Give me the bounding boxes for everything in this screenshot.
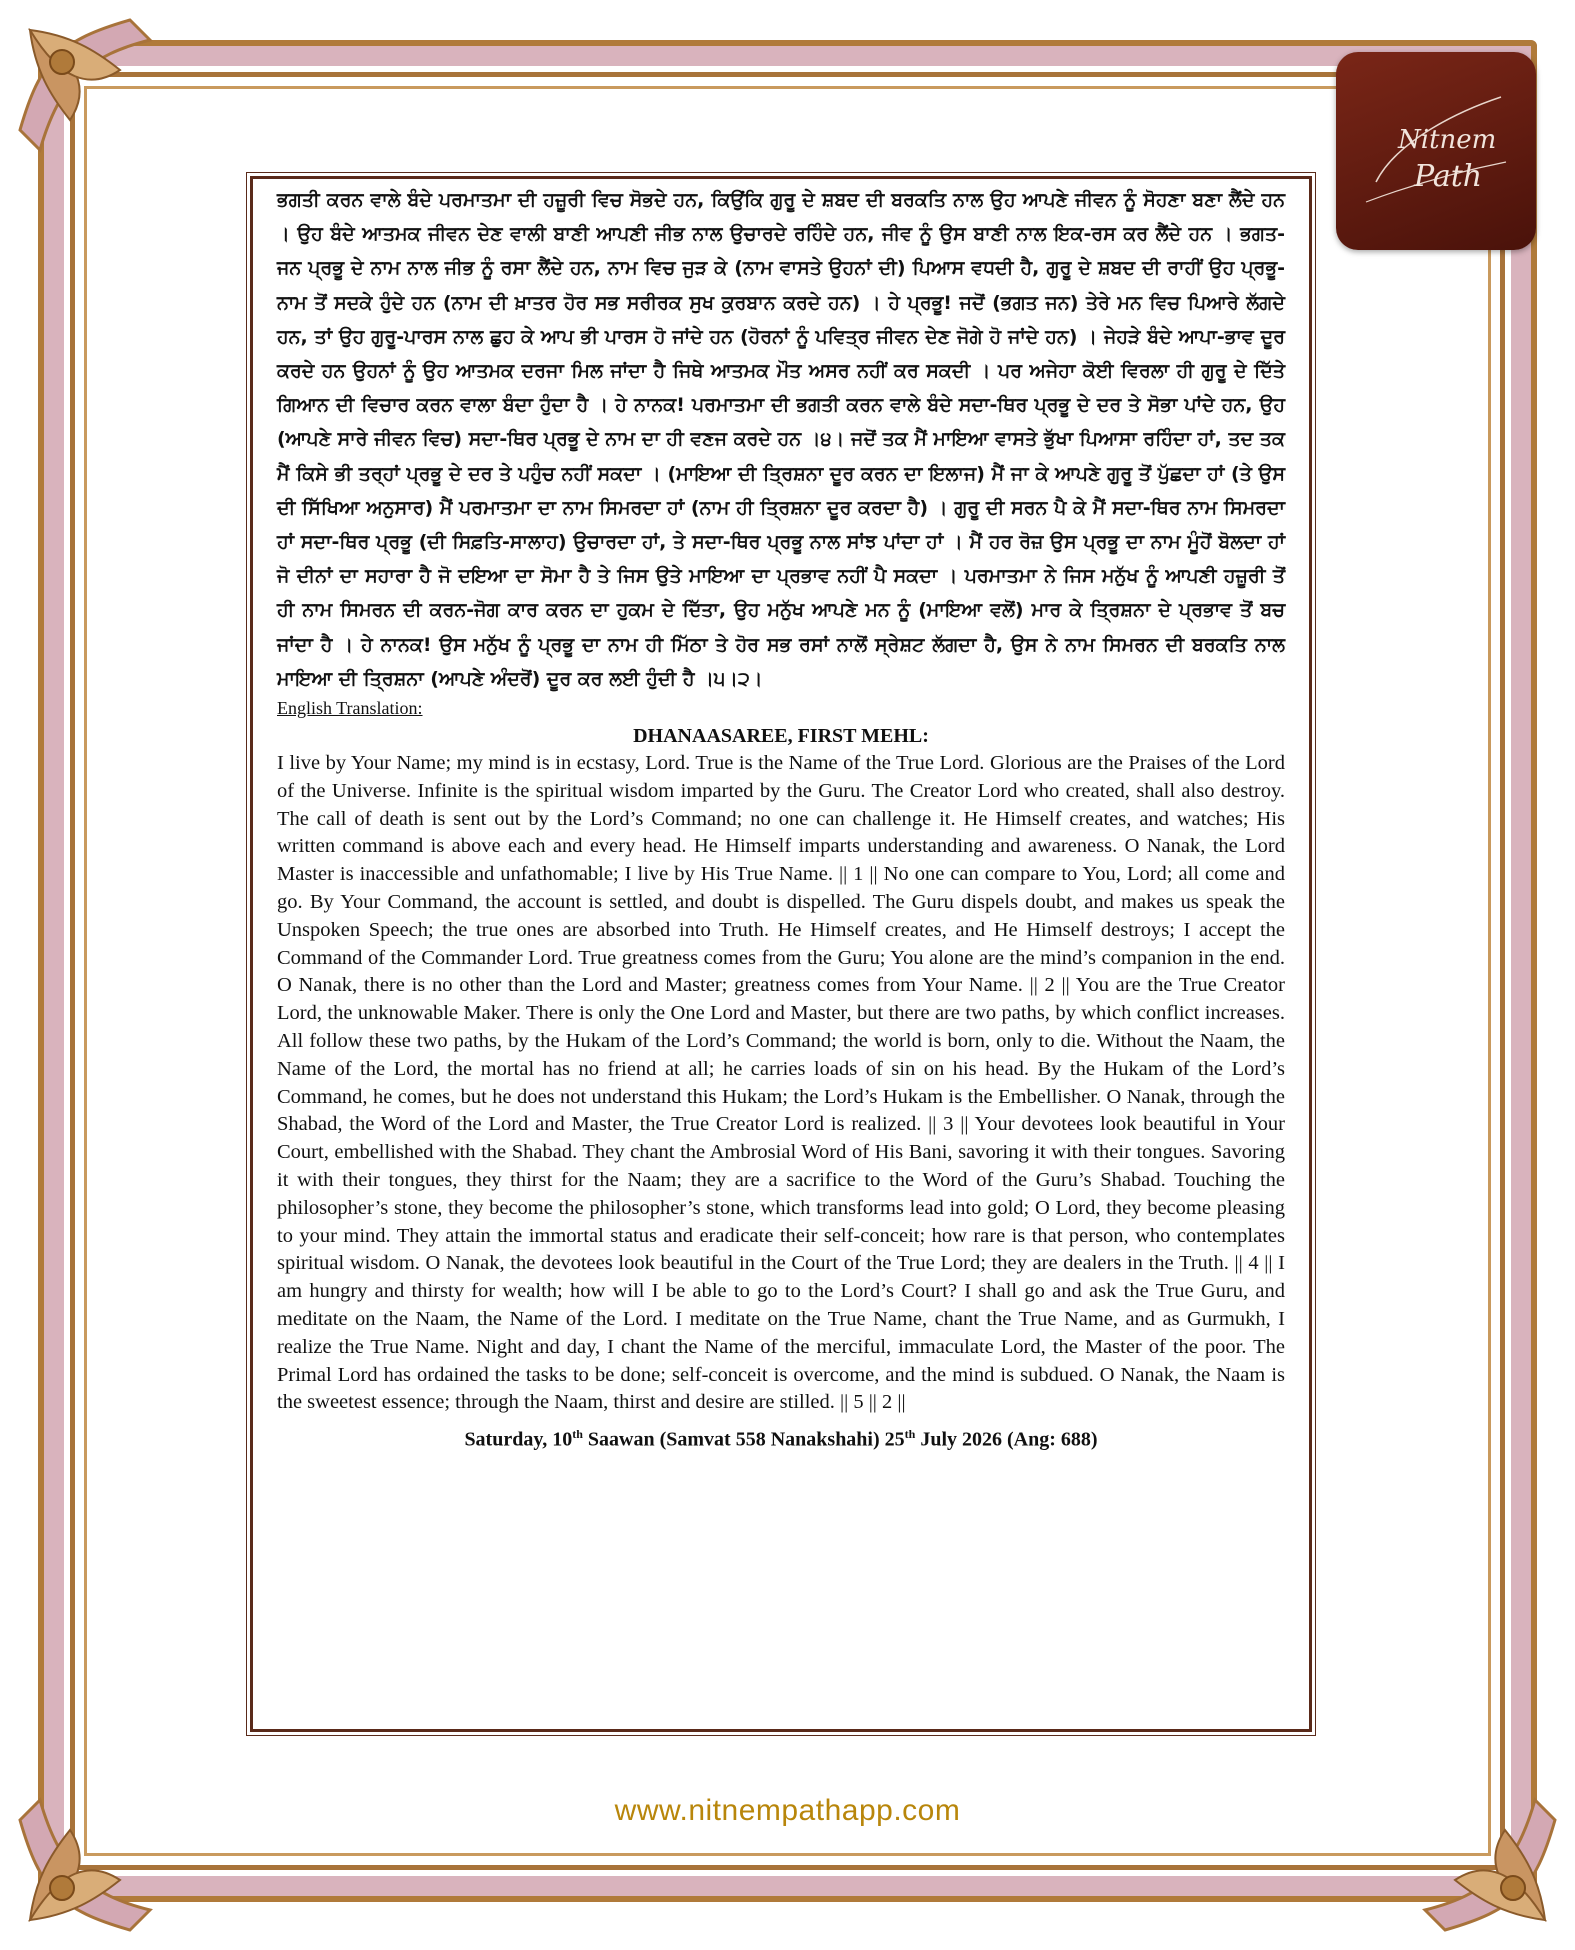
date-month-samvat: Saawan (Samvat 558 Nanakshahi) 25 xyxy=(582,1428,905,1451)
english-translation: I live by Your Name; my mind is in ecstasy, Lord. True is the Name of the True Lord. Glorious are the Praises of the Lord of the Universe. Infinite is the spiritual wisdom imparted by the Guru. The Creator Lord who created, shall also destroy. The call of death is sent out by the Lord’s Command; no one can challenge it. He Himself creates, and watches; His written command is above each and every head. He Himself imparts understanding and awareness. O Nanak, the Lord Master is inaccessible and unfathomable; I live by His True Name. || 1 || No one can compare to You, Lord; all come and go. By Your Command, the account is settled, and doubt is dispelled. The Guru dispels doubt, and makes us speak the Unspoken Speech; the true ones are absorbed into Truth. He Himself creates, and He Himself destroys; I accept the Command of the Commander Lord. True greatness comes from the Guru; You alone are the mind’s companion in the end. O Nanak, there is no other than the Lord and Master; greatness comes from Your Name. || 2 || You are the True Creator Lord, the unknowable Maker. There is only the One Lord and Master, but there are two paths, by which conflict increases. All follow these two paths, by the Hukam of the Lord’s Command; the world is born, only to die. Without the Naam, the Name of the Lord, the mortal has no friend at all; he carries loads of sin on his head. By the Hukam of the Lord’s Command, he comes, but he does not understand this Hukam; the Lord’s Hukam is the Embellisher. O Nanak, through the Shabad, the Word of the Lord and Master, the True Creator Lord is realized. || 3 || Your devotees look beautiful in Your Court, embellished with the Shabad. They chant the Ambrosial Word of His Bani, savoring it with their tongues. Savoring it with their tongues, they thirst for the Naam; they are a sacrifice to the Word of the Guru’s Shabad. Touching the philosopher’s stone, they become the philosopher’s stone, which transforms lead into gold; O Lord, they become pleasing to your mind. They attain the immortal status and eradicate their self-conceit; how rare is that person, who contemplates spiritual wisdom. O Nanak, the devotees look beautiful in the Court of the True Lord; they are dealers in the Truth. || 4 || I am hungry and thirsty for wealth; how will I be able to go to the Lord’s Court? I shall go and ask the True Guru, and meditate on the Naam, the Name of the Lord. I meditate on the True Name, chant the True Name, and as Gurmukh, I realize the True Name. Night and day, I chant the Name of the merciful, immaculate Lord, the Master of the poor. The Primal Lord has ordained the tasks to be done; self-conceit is overcome, and the mind is subdued. O Nanak, the Naam is the sweetest essence; through the Naam, thirst and desire are stilled. || 5 || 2 || xyxy=(277,752,1285,1414)
date-suffix-2: th xyxy=(904,1427,916,1442)
shabad-heading: DHANAASAREE, FIRST MEHL: xyxy=(633,725,929,748)
corner-ribbon-icon xyxy=(0,1730,220,1950)
corner-ribbon-icon xyxy=(1355,1730,1575,1950)
date-line xyxy=(277,1427,1285,1452)
svg-text:Path: Path xyxy=(1414,159,1483,194)
svg-text:Nitnem: Nitnem xyxy=(1398,125,1497,155)
punjabi-explanation: ਭਗਤੀ ਕਰਨ ਵਾਲੇ ਬੰਦੇ ਪਰਮਾਤਮਾ ਦੀ ਹਜ਼ੂਰੀ ਵਿਚ ਸੋਭਦੇ ਹਨ, ਕਿਉਂਕਿ ਗੁਰੂ ਦੇ ਸ਼ਬਦ ਦੀ ਬਰਕਤਿ ਨਾਲ ਉਹ ਆਪਣੇ ਜੀਵਨ ਨੂੰ ਸੋਹਣਾ ਬਣਾ ਲੈਂਦੇ ਹਨ । ਉਹ ਬੰਦੇ ਆਤਮਕ ਜੀਵਨ ਦੇਣ ਵਾਲੀ ਬਾਣੀ ਆਪਣੀ ਜੀਭ ਨਾਲ ਉਚਾਰਦੇ ਰਹਿੰਦੇ ਹਨ, ਜੀਵ ਨੂੰ ਉਸ ਬਾਣੀ ਨਾਲ ਇਕ-ਰਸ ਕਰ ਲੈਂਦੇ ਹਨ । ਭਗਤ-ਜਨ ਪ੍ਰਭੂ ਦੇ ਨਾਮ ਨਾਲ ਜੀਭ ਨੂੰ ਰਸਾ ਲੈਂਦੇ ਹਨ, ਨਾਮ ਵਿਚ ਜੁੜ ਕੇ (ਨਾਮ ਵਾਸਤੇ ਉਹਨਾਂ ਦੀ) ਪਿਆਸ ਵਧਦੀ ਹੈ, ਗੁਰੂ ਦੇ ਸ਼ਬਦ ਦੀ ਰਾਹੀਂ ਉਹ ਪ੍ਰਭੂ-ਨਾਮ ਤੋਂ ਸਦਕੇ ਹੁੰਦੇ ਹਨ (ਨਾਮ ਦੀ ਖ਼ਾਤਰ ਹੋਰ ਸਭ ਸਰੀਰਕ ਸੁਖ ਕੁਰਬਾਨ ਕਰਦੇ ਹਨ) । ਹੇ ਪ੍ਰਭੂ! ਜਦੋਂ (ਭਗਤ ਜਨ) ਤੇਰੇ ਮਨ ਵਿਚ ਪਿਆਰੇ ਲੱਗਦੇ ਹਨ, ਤਾਂ ਉਹ ਗੁਰੂ-ਪਾਰਸ ਨਾਲ ਛੁਹ ਕੇ ਆਪ ਭੀ ਪਾਰਸ ਹੋ ਜਾਂਦੇ ਹਨ (ਹੋਰਨਾਂ ਨੂੰ ਪਵਿਤ੍ਰ ਜੀਵਨ ਦੇਣ ਜੋਗੇ ਹੋ ਜਾਂਦੇ ਹਨ) । ਜੇਹੜੇ ਬੰਦੇ ਆਪਾ-ਭਾਵ ਦੂਰ ਕਰਦੇ ਹਨ ਉਹਨਾਂ ਨੂੰ ਉਹ ਆਤਮਕ ਦਰਜਾ ਮਿਲ ਜਾਂਦਾ ਹੈ ਜਿਥੇ ਆਤਮਕ ਮੌਤ ਅਸਰ ਨਹੀਂ ਕਰ ਸਕਦੀ । ਪਰ ਅਜੇਹਾ ਕੋਈ ਵਿਰਲਾ ਹੀ ਗੁਰੂ ਦੇ ਦਿੱਤੇ ਗਿਆਨ ਦੀ ਵਿਚਾਰ ਕਰਨ ਵਾਲਾ ਬੰਦਾ ਹੁੰਦਾ ਹੈ । ਹੇ ਨਾਨਕ! ਪਰਮਾਤਮਾ ਦੀ ਭਗਤੀ ਕਰਨ ਵਾਲੇ ਬੰਦੇ ਸਦਾ-ਥਿਰ ਪ੍ਰਭੂ ਦੇ ਦਰ ਤੇ ਸੋਭਾ ਪਾਂਦੇ ਹਨ, ਉਹ (ਆਪਣੇ ਸਾਰੇ ਜੀਵਨ ਵਿਚ) ਸਦਾ-ਥਿਰ ਪ੍ਰਭੂ ਦੇ ਨਾਮ ਦਾ ਹੀ ਵਣਜ ਕਰਦੇ ਹਨ ।੪। ਜਦੋਂ ਤਕ ਮੈਂ ਮਾਇਆ ਵਾਸਤੇ ਭੁੱਖਾ ਪਿਆਸਾ ਰਹਿੰਦਾ ਹਾਂ, ਤਦ ਤਕ ਮੈਂ ਕਿਸੇ ਭੀ ਤਰ੍ਹਾਂ ਪ੍ਰਭੂ ਦੇ ਦਰ ਤੇ ਪਹੁੰਚ ਨਹੀਂ ਸਕਦਾ । (ਮਾਇਆ ਦੀ ਤ੍ਰਿਸ਼ਨਾ ਦੂਰ ਕਰਨ ਦਾ ਇਲਾਜ) ਮੈਂ ਜਾ ਕੇ ਆਪਣੇ ਗੁਰੂ ਤੋਂ ਪੁੱਛਦਾ ਹਾਂ (ਤੇ ਉਸ ਦੀ ਸਿੱਖਿਆ ਅਨੁਸਾਰ) ਮੈਂ ਪਰਮਾਤਮਾ ਦਾ ਨਾਮ ਸਿਮਰਦਾ ਹਾਂ (ਨਾਮ ਹੀ ਤ੍ਰਿਸ਼ਨਾ ਦੂਰ ਕਰਦਾ ਹੈ) । ਗੁਰੂ ਦੀ ਸਰਨ ਪੈ ਕੇ ਮੈਂ ਸਦਾ-ਥਿਰ ਨਾਮ ਸਿਮਰਦਾ ਹਾਂ ਸਦਾ-ਥਿਰ ਪ੍ਰਭੂ (ਦੀ ਸਿਫ਼ਤਿ-ਸਾਲਾਹ) ਉਚਾਰਦਾ ਹਾਂ, ਤੇ ਸਦਾ-ਥਿਰ ਪ੍ਰਭੂ ਨਾਲ ਸਾਂਝ ਪਾਂਦਾ ਹਾਂ । ਮੈਂ ਹਰ ਰੋਜ਼ ਉਸ ਪ੍ਰਭੂ ਦਾ ਨਾਮ ਮੂੰਹੋਂ ਬੋਲਦਾ ਹਾਂ ਜੋ ਦੀਨਾਂ ਦਾ ਸਹਾਰਾ ਹੈ ਜੋ ਦਇਆ ਦਾ ਸੋਮਾ ਹੈ ਤੇ ਜਿਸ ਉਤੇ ਮਾਇਆ ਦਾ ਪ੍ਰਭਾਵ ਨਹੀਂ ਪੈ ਸਕਦਾ । ਪਰਮਾਤਮਾ ਨੇ ਜਿਸ ਮਨੁੱਖ ਨੂੰ ਆਪਣੀ ਹਜ਼ੂਰੀ ਤੋਂ ਹੀ ਨਾਮ ਸਿਮਰਨ ਦੀ ਕਰਨ-ਜੋਗ ਕਾਰ ਕਰਨ ਦਾ ਹੁਕਮ ਦੇ ਦਿੱਤਾ, ਉਹ ਮਨੁੱਖ ਆਪਣੇ ਮਨ ਨੂੰ (ਮਾਇਆ ਵਲੋਂ) ਮਾਰ ਕੇ ਤ੍ਰਿਸ਼ਨਾ ਦੇ ਪ੍ਰਭਾਵ ਤੋਂ ਬਚ ਜਾਂਦਾ ਹੈ । ਹੇ ਨਾਨਕ! ਉਸ ਮਨੁੱਖ ਨੂੰ ਪ੍ਰਭੂ ਦਾ ਨਾਮ ਹੀ ਮਿੱਠਾ ਤੇ ਹੋਰ ਸਭ ਰਸਾਂ ਨਾਲੋਂ ਸ੍ਰੇਸ਼ਟ ਲੱਗਦਾ ਹੈ, ਉਸ ਨੇ ਨਾਮ ਸਿਮਰਨ ਦੀ ਬਰਕਤਿ ਨਾਲ ਮਾਇਆ ਦੀ ਤ੍ਰਿਸ਼ਨਾ (ਆਪਣੇ ਅੰਦਰੋਂ) ਦੂਰ ਕਰ ਲਈ ਹੁੰਦੀ ਹੈ ।੫।੨। xyxy=(277,189,1285,690)
translation-label: English Translation: xyxy=(277,698,423,719)
date-suffix-1: th xyxy=(572,1427,583,1442)
content-box xyxy=(250,176,1312,1732)
corner-ribbon-icon xyxy=(0,0,220,220)
footer-website-link[interactable]: www.nitnempathapp.com xyxy=(614,1794,961,1827)
nitnem-path-logo xyxy=(1336,52,1536,250)
date-tail: July 2026 (Ang: 688) xyxy=(915,1428,1098,1451)
date-weekday: Saturday, 10 xyxy=(464,1428,573,1451)
logo-emblem-icon xyxy=(1336,52,1536,250)
